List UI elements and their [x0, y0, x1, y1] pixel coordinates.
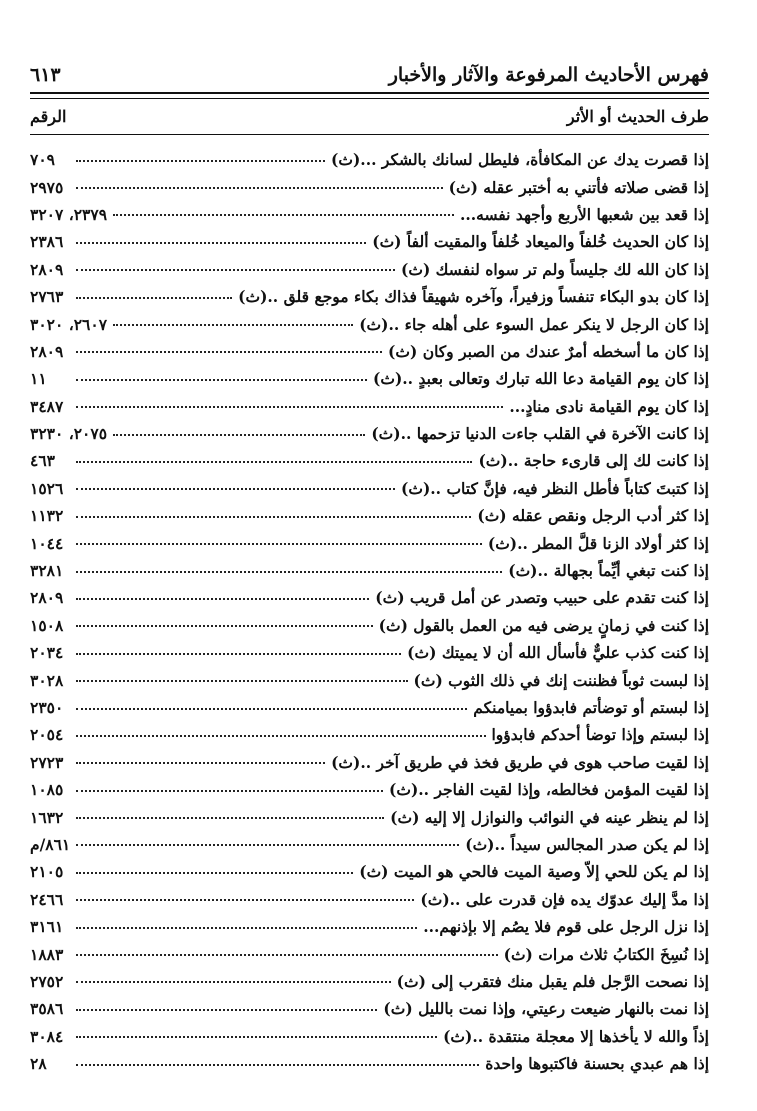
dot-leader [76, 459, 472, 463]
entry-number: ٧٠٩ [30, 150, 55, 170]
entry-number: ١١ [30, 369, 47, 389]
dot-leader [113, 432, 365, 436]
entry-text: إذا كثر أدب الرجل ونقص عقله (ث) [477, 506, 709, 526]
entry-text: إذا نمت بالنهار ضيعت رعيتي، وإذا نمت بالليل (ث) [383, 999, 709, 1019]
entry-row [30, 612, 709, 639]
dot-leader [76, 158, 325, 162]
entry-row [30, 639, 709, 666]
entry-number: ١٠٤٤ [30, 533, 64, 553]
dot-leader [76, 1062, 479, 1066]
entry-text: إذا كانت الآخرة في القلب جاءت الدنيا تزحمها ..(ث) [371, 424, 709, 444]
dot-leader [76, 240, 366, 244]
dot-leader [76, 788, 383, 792]
dot-leader [76, 870, 353, 874]
dot-leader [76, 295, 232, 299]
entry-text: إذا نُسِخَ الكتابُ ثلاث مرات (ث) [503, 944, 709, 964]
entry-text: إذا كان بدو البكاء تنفساً وزفيراً، وآخره شهيقاً فذاك بكاء موجع قلق ..(ث) [238, 287, 709, 307]
entry-text: إذا كنت في زمانٍ يرضى فيه من العمل بالقول (ث) [378, 615, 709, 635]
entry-row [30, 393, 709, 420]
entry-row [30, 858, 709, 885]
entry-text: إذا كان الحديث خُلفاً والميعاد خُلفاً والمقيت ألفاً (ث) [372, 232, 709, 252]
entry-number: ٢٨٠٩ [30, 341, 64, 361]
dot-leader [113, 322, 353, 326]
entry-number: ١٨٨٣ [30, 944, 64, 964]
entry-text: إذا قعد بين شعبها الأربع وأجهد نفسه... [459, 204, 709, 224]
entry-text: إذا هم عبدي بحسنة فاكتبوها واحدة [485, 1054, 709, 1074]
entry-row [30, 776, 709, 803]
entry-text: إذا كان الرجل لا ينكر عمل السوء على أهله جاء ..(ث) [359, 314, 709, 334]
column-header-row [30, 100, 709, 132]
entry-row [30, 338, 709, 365]
entry-row [30, 502, 709, 529]
entry-row [30, 529, 709, 556]
dot-leader [76, 623, 373, 627]
entry-row [30, 146, 709, 173]
entry-text: إذا نصحت الرَّجل فلم يقبل منك فتقرب إلى (ث) [396, 971, 709, 991]
entry-number: ٣٥٨٦ [30, 999, 64, 1019]
entry-number: ٢٦٠٧، ٣٠٢٠ [30, 314, 108, 334]
entry-row [30, 995, 709, 1022]
entry-row [30, 557, 709, 584]
entry-text: إذا كنت تقدم على حبيب وتصدر عن أمل قريب (ث) [375, 588, 709, 608]
dot-leader [76, 267, 395, 271]
dot-leader [76, 897, 414, 901]
dot-leader [76, 185, 443, 189]
dot-leader [76, 1007, 377, 1011]
dot-leader [76, 514, 471, 518]
entry-row [30, 365, 709, 392]
entry-row [30, 940, 709, 967]
dot-leader [76, 569, 502, 573]
entry-number: ٣٢٨١ [30, 561, 64, 581]
entry-number: ٢٠٥٤ [30, 725, 64, 745]
entry-text: إذا كان الله لك جليساً ولم تر سواه لنفسك (ث) [401, 259, 709, 279]
dot-leader [76, 925, 417, 929]
entry-number: ٢٩٧٥ [30, 177, 64, 197]
entry-number: ١٥٠٨ [30, 615, 64, 635]
entry-row [30, 584, 709, 611]
entry-text: إذا قضى صلاته فأتني به أختبر عقله (ث) [448, 177, 709, 197]
entry-text: إذا لقيت المؤمن فخالطه، وإذا لقيت الفاجر ..(ث) [389, 780, 709, 800]
entry-number: ٢٧٦٣ [30, 287, 64, 307]
entry-row [30, 749, 709, 776]
entry-row [30, 803, 709, 830]
entry-text: إذا كنت تبغي أيِّماً بجهالة ..(ث) [508, 561, 709, 581]
entry-text: إذا لقيت صاحب هوى في طريق فخذ في طريق آخر ..(ث) [331, 752, 709, 772]
dot-leader [76, 596, 369, 600]
dot-leader [76, 706, 467, 710]
entry-row [30, 201, 709, 228]
entry-row [30, 475, 709, 502]
dot-leader [76, 733, 486, 737]
entry-text: إذا كنت كذب عليٌّ فأسأل الله أن لا يميتك (ث) [407, 643, 709, 663]
entry-number: ٤٦٣ [30, 451, 55, 471]
entry-row [30, 1050, 709, 1077]
entry-row [30, 310, 709, 337]
dot-leader [76, 952, 498, 956]
entry-text: إذا لبست ثوباً فظننت إنك في ذلك الثوب (ث) [413, 670, 709, 690]
entry-row [30, 968, 709, 995]
entry-text: إذا كان يوم القيامة نادى منادٍ... [509, 396, 709, 416]
dot-leader [76, 349, 382, 353]
dot-leader [76, 541, 482, 545]
entry-number: ٢٤٦٦ [30, 889, 64, 909]
dot-leader [76, 651, 401, 655]
entry-text: إذا لبستم وإذا توضأ أحدكم فابدؤوا [491, 725, 709, 745]
dot-leader [76, 760, 325, 764]
entry-row [30, 831, 709, 858]
entry-text: إذا كان ما أسخطه أمرٌ عندك من الصبر وكان (ث) [388, 341, 709, 361]
entry-text: إذا كتبتَ كتاباً فأطل النظر فيه، فإنَّ كتاب ..(ث) [401, 478, 709, 498]
column-header-rule [30, 134, 709, 135]
entry-number: ٢٧٢٣ [30, 752, 64, 772]
entry-row [30, 256, 709, 283]
entry-number: ٢٨٠٩ [30, 259, 64, 279]
entry-number: ٣٤٨٧ [30, 396, 64, 416]
entry-text: إذا مدَّ إليك عدوّك يده فإن قدرت على ..(ث) [420, 889, 709, 909]
entry-number: ٢٠٧٥، ٣٢٣٠ [30, 424, 108, 444]
entry-row [30, 173, 709, 200]
entry-number: ١١٣٢ [30, 506, 64, 526]
entry-row [30, 913, 709, 940]
entry-text: إذا نزل الرجل على قوم فلا يصُم إلا بإذنهم... [423, 917, 709, 937]
page-number: ٦١٣ [30, 64, 61, 86]
entry-text: إذاً والله لا يأخذها إلا معجلة منتقدة ..(ث) [443, 1026, 709, 1046]
entry-row [30, 721, 709, 748]
dot-leader [76, 815, 384, 819]
entry-row [30, 447, 709, 474]
dot-leader [76, 377, 367, 381]
entry-row [30, 1023, 709, 1050]
entry-text: إذا لم يكن للحي إلاّ وصية الميت فالحي هو الميت (ث) [359, 862, 709, 882]
dot-leader [76, 486, 395, 490]
entry-row [30, 694, 709, 721]
entry-number: ٣١٦١ [30, 917, 64, 937]
entry-number: ٢٨٠٩ [30, 588, 64, 608]
entry-number: ٢٣٨٦ [30, 232, 64, 252]
running-title: فهرس الأحاديث المرفوعة والآثار والأخبار [388, 64, 709, 86]
dot-leader [76, 404, 503, 408]
entry-text: إذا كان يوم القيامة دعا الله تبارك وتعالى بعبدٍ ..(ث) [373, 369, 709, 389]
dot-leader [76, 678, 408, 682]
entry-number: ٢١٠٥ [30, 862, 64, 882]
running-head [30, 50, 709, 86]
entry-number: ٢٧٥٢ [30, 971, 64, 991]
entries-list [30, 146, 709, 1077]
column-header-text: طرف الحديث أو الأثر [566, 106, 709, 126]
entry-number: ٢٠٣٤ [30, 643, 64, 663]
entry-text: إذا كثر أولاد الزنا قلَّ المطر ..(ث) [487, 533, 709, 553]
entry-number: ٣٠٨٤ [30, 1026, 64, 1046]
dot-leader [113, 212, 454, 216]
entry-row [30, 666, 709, 693]
entry-row [30, 283, 709, 310]
entry-text: إذا لم يكن صدر المجالس سيداً ..(ث) [465, 834, 709, 854]
entry-number: ١٠٨٥ [30, 780, 64, 800]
entry-row [30, 228, 709, 255]
entry-number: ٣٠٢٨ [30, 670, 64, 690]
entry-number: ١٦٣٢ [30, 807, 64, 827]
entry-number: ٢٨ [30, 1054, 47, 1074]
dot-leader [76, 842, 459, 846]
entry-number: ٨٦١/م [30, 834, 71, 854]
dot-leader [76, 979, 391, 983]
entry-number: ٢٣٥٠ [30, 698, 64, 717]
entry-row [30, 420, 709, 447]
column-header-number: الرقم [30, 106, 67, 126]
entry-text: إذا كانت لك إلى قارىء حاجة ..(ث) [478, 451, 709, 471]
entry-text: إذا لبستم أو توضأتم فابدؤوا بميامنكم [473, 698, 709, 717]
entry-number: ١٥٢٦ [30, 478, 64, 498]
entry-text: إذا لم ينظر عينه في النوائب والنوازل إلا إليه (ث) [390, 807, 709, 827]
entry-number: ٢٣٧٩، ٣٢٠٧ [30, 204, 108, 224]
entry-row [30, 886, 709, 913]
dot-leader [76, 1034, 437, 1038]
entry-text: إذا قصرت يدك عن المكافأة، فليطل لسانك بالشكر ...(ث) [331, 150, 709, 170]
header-double-rule [30, 92, 709, 99]
